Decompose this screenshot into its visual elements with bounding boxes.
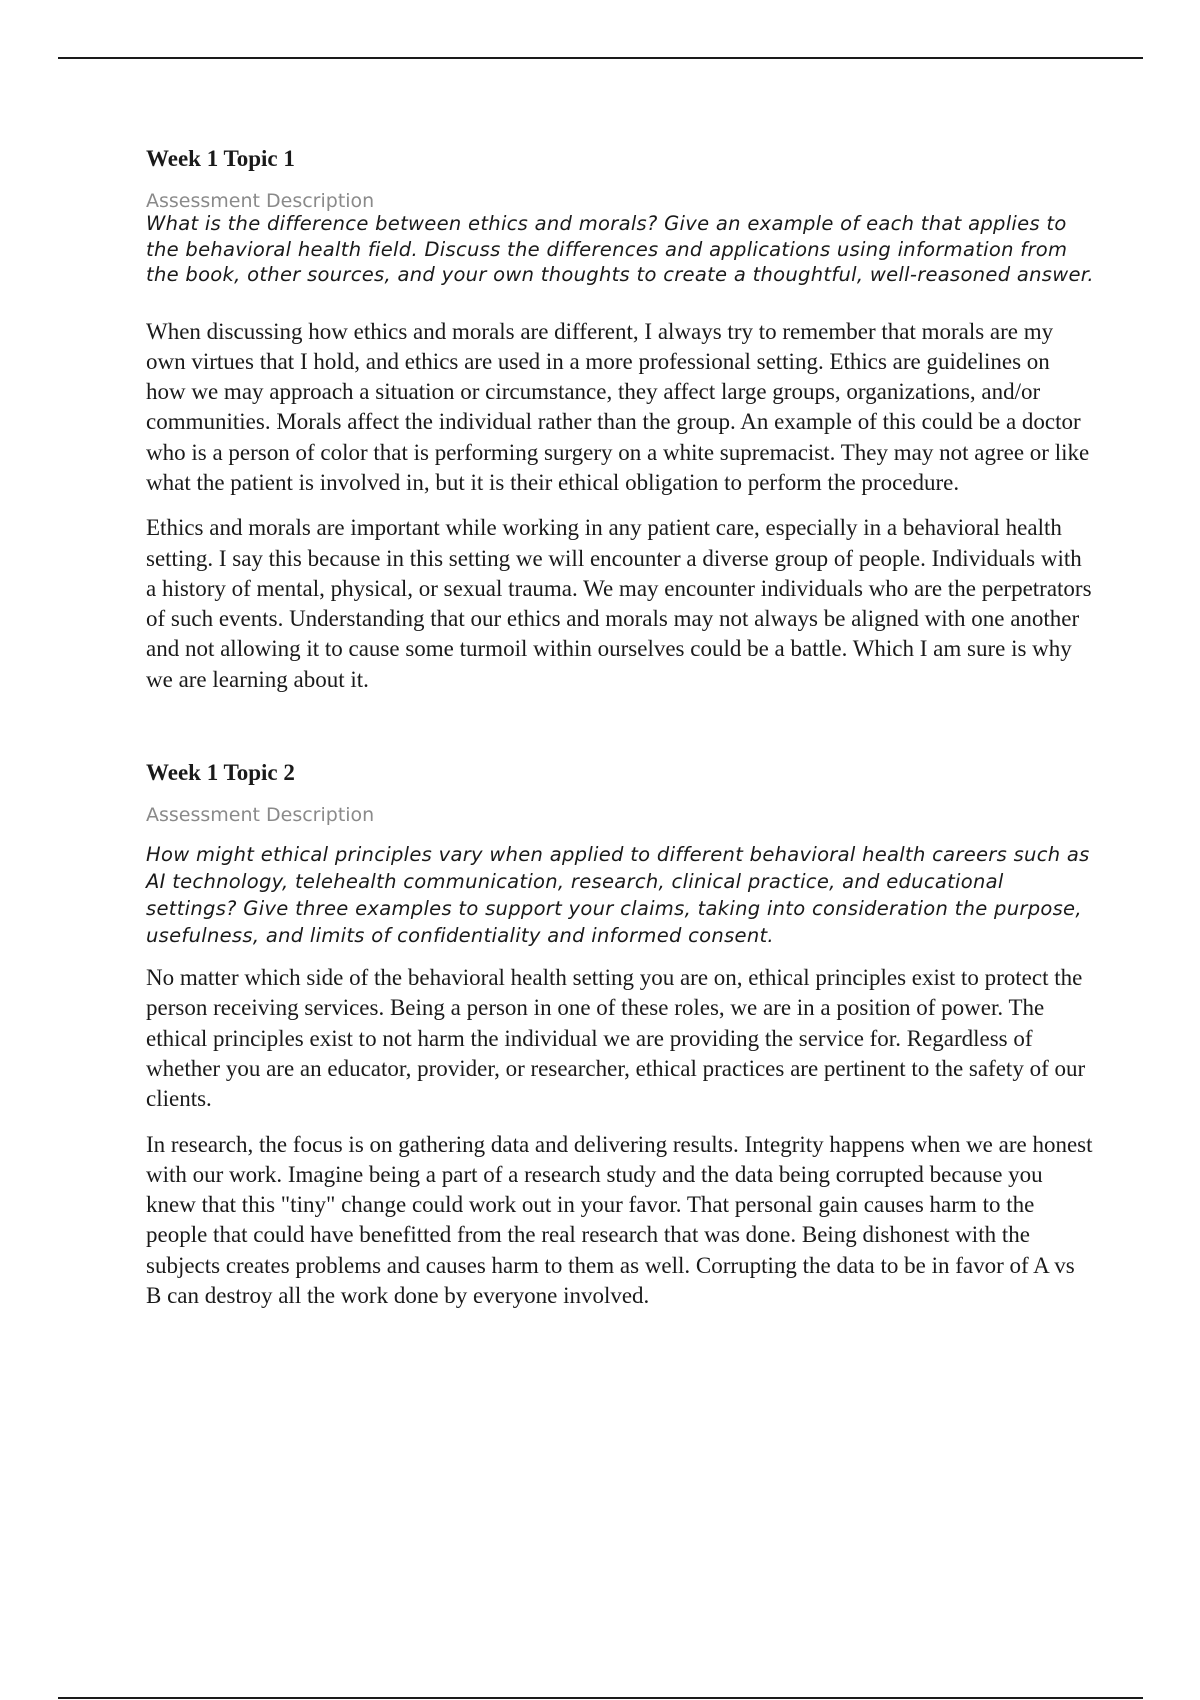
document-body	[146, 144, 1094, 1311]
assessment-description-label: Assessment Description	[146, 190, 375, 212]
section-title: Week 1 Topic 1	[146, 146, 295, 171]
assessment-prompt: What is the difference between ethics and morals? Give an example of each that applies to the behavioral health field. Discuss the differences and applications using information from the book, other sources, and your own thoughts to create a thoughtful, well-reasoned answer.	[146, 212, 1094, 286]
section-week1-topic2	[146, 758, 1094, 1311]
response-paragraph: Ethics and morals are important while working in any patient care, especially in a behavioral health setting. I say this because in this setting we will encounter a diverse group of people. Individuals with a history of mental, physical, or sexual trauma. We may encounter individuals who are the perpetrators of such events. Understanding that our ethics and morals may not always be aligned with one another and not allowing it to cause some turmoil within ourselves could be a battle. Which I am sure is why we are learning about it.	[146, 515, 1092, 692]
section-week1-topic1	[146, 144, 1094, 695]
response-paragraph: No matter which side of the behavioral health setting you are on, ethical principles exist to protect the person receiving services. Being a person in one of these roles, we are in a position of power. The ethical principles exist to not harm the individual we are providing the service for. Regardless of whether you are an educator, provider, or researcher, ethical practices are pertinent to the safety of our clients.	[146, 965, 1086, 1112]
response-paragraph: In research, the focus is on gathering data and delivering results. Integrity happens when we are honest with our work. Imagine being a part of a research study and the data being corrupted because you knew that this "tiny" change could work out in your favor. That personal gain causes harm to the people that could have benefitted from the real research that was done. Being dishonest with the subjects creates problems and causes harm to them as well. Corrupting the data to be in favor of A vs B can destroy all the work done by everyone involved.	[146, 1131, 1093, 1309]
response-paragraph: When discussing how ethics and morals are different, I always try to remember that morals are my own virtues that I hold, and ethics are used in a more professional setting. Ethics are guidelines on how we may approach a situation or circumstance, they affect large groups, organizations, and/or communities. Morals affect the individual rather than the group. An example of this could be a doctor who is a person of color that is performing surgery on a white supremacist. They may not agree or like what the patient is involved in, but it is their ethical obligation to perform the procedure.	[146, 318, 1090, 495]
footer-rule	[58, 1697, 1143, 1699]
assessment-description-label: Assessment Description	[146, 804, 375, 827]
section-title: Week 1 Topic 2	[146, 760, 295, 786]
assessment-prompt: How might ethical principles vary when applied to different behavioral health careers such as AI technology, telehealth communication, research, clinical practice, and educational settings? Give three examples to support your claims, taking into consideration the purpose, usefulness, and limits of confidentiality and informed consent.	[146, 843, 1090, 948]
header-rule	[58, 57, 1143, 59]
